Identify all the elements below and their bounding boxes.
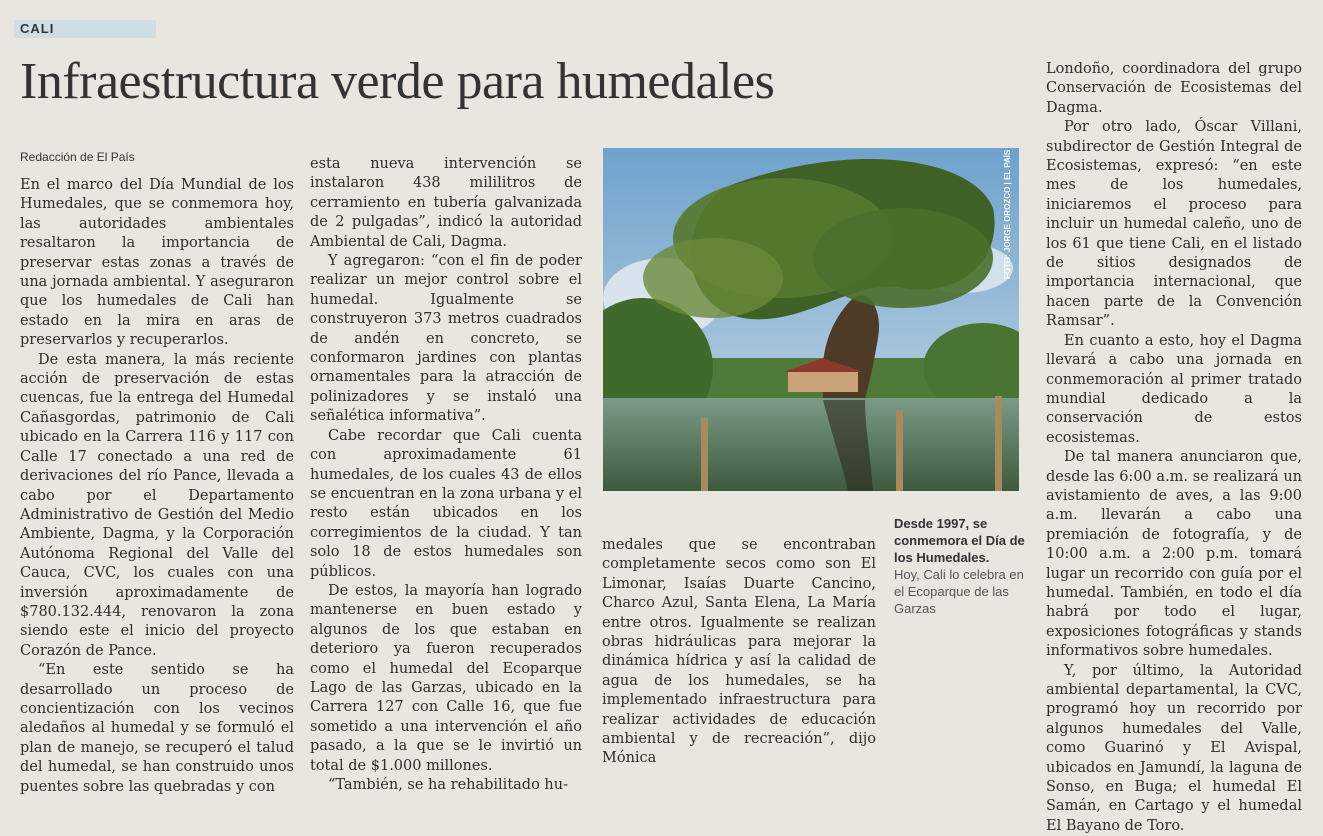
headline: Infraestructura verde para humedales (20, 53, 775, 110)
paragraph: Y, por último, la Autoridad ambiental departamental, la CVC, programó hoy un recorrido por algunos humedales del Valle, como Guarinó y El Avispal, ubicados en Jamundí, la laguna de Sonso, en Buga; el humedal El Samán, en Cartago y el humedal El Bayano de Toro. (1046, 662, 1302, 834)
paragraph: medales que se encontraban completamente secos como son El Limonar, Isaías Duarte Cancino, Charco Azul, Santa Elena, La María entre otros. Igualmente se realizan obras hidráulicas para mejorar la dinámica hídrica y así la calidad de agua de los humedales, se ha implementado infraestructura para realizar actividades de educación ambiental y de recreación”, dijo Mónica (602, 537, 876, 767)
paragraph: En el marco del Día Mundial de los Humedales, que se conmemora hoy, las autoridades ambientales resaltaron la importancia de preservar estas zonas a través de una jornada ambiental. Y aseguraron que los humedales de Cali han estado en la mira en aras de preservarlos y recuperarlos. (20, 177, 294, 349)
article-column-2 (310, 155, 582, 795)
photo-caption (894, 515, 1029, 617)
paragraph: Por otro lado, Óscar Villani, subdirector de Gestión Integral de Ecosistemas, expresó: “en este mes de los humedales, iniciaremos el proceso para incluir un humedal caleño, uno de los 61 que tiene Cali, en el listado de sitios designados de importancia internacional, que hacen parte de la Convención Ramsar”. (1046, 119, 1302, 330)
caption-headline: Desde 1997, se conmemora el Día de los Humedales. (894, 516, 1025, 565)
paragraph: esta nueva intervención se instalaron 438 mililitros de cerramiento en tubería galvanizada de 2 pulgadas”, indicó la autoridad Ambiental de Cali, Dagma. (310, 156, 582, 250)
paragraph: De esta manera, la más reciente acción de preservación de estas cuencas, fue la entrega del Humedal Cañasgordas, patrimonio de Cali ubicado en la Carrera 116 y 117 con Calle 17 conectado a una red de derivaciones del río Pance, llevada a cabo por el Departamento Administrativo de Gestión del Medio Ambiente, Dagma, y la Corporación Autónoma Regional del Valle del Cauca, CVC, los cuales con una inversión aproximadamente de $780.132.444, renovaron la zona siendo este el inicio del proyecto Corazón de Pance. (20, 351, 294, 659)
article-column-4 (1046, 60, 1302, 836)
article-column-3 (602, 536, 876, 769)
wetland-photo-illustration (603, 148, 1019, 491)
wetland-photo (603, 148, 1019, 491)
byline: Redacción de El País (20, 150, 135, 164)
paragraph: De estos, la mayoría han logrado mantenerse en buen estado y algunos de los que estaban en deterioro ya fueron recuperados como el humedal del Ecoparque Lago de las Garzas, ubicado en la Carrera 127 con Calle 16, que fue sometido a una intervención el año pasado, a la que se le invirtió un total de $1.000 millones. (310, 582, 582, 774)
photo-credit: FOTO: JORGE OROZCO | EL PAÍS (1003, 150, 1012, 280)
paragraph: De tal manera anunciaron que, desde las 6:00 a.m. se realizará un avistamiento de aves, a las 9:00 a.m. llevarán a cabo una premiación de fotografía, y de 10:00 a.m. a 2:00 p.m. tomará lugar un recorrido con guía por el humedal. También, en todo el día habrá por todo el lugar, exposiciones fotográficas y stands informativos sobre humedales. (1046, 449, 1302, 660)
caption-text: Hoy, Cali lo celebra en el Ecoparque de las Garzas (894, 567, 1024, 616)
article-column-1 (20, 176, 294, 797)
paragraph: En cuanto a esto, hoy el Dagma llevará a cabo una jornada en conmemoración al primer tratado mundial dedicado a la conservación de estos ecosistemas. (1046, 332, 1302, 446)
paragraph: “También, se ha rehabilitado hu- (328, 777, 568, 793)
paragraph: Londoño, coordinadora del grupo Conservación de Ecosistemas del Dagma. (1046, 61, 1302, 116)
paragraph: “En este sentido se ha desarrollado un proceso de concientización con los vecinos aledaños al humedal y se formuló el plan de manejo, se recuperó el talud del humedal, se han construido unos puentes sobre las quebradas y con (20, 662, 294, 795)
paragraph: Y agregaron: “con el fin de poder realizar un mejor control sobre el humedal. Igualmente se construyeron 373 metros cuadrados de andén en concreto, se conformaron jardines con plantas ornamentales para la atracción de polinizadores y se instaló una señalética informativa”. (310, 253, 582, 425)
section-tag: CALI (14, 20, 156, 38)
paragraph: Cabe recordar que Cali cuenta con aproximadamente 61 humedales, de los cuales 43 de ellos se encuentran en la zona urbana y el resto están ubicados en los corregimientos de la ciudad. Y tan solo 18 de estos humedales son públicos. (310, 427, 582, 580)
